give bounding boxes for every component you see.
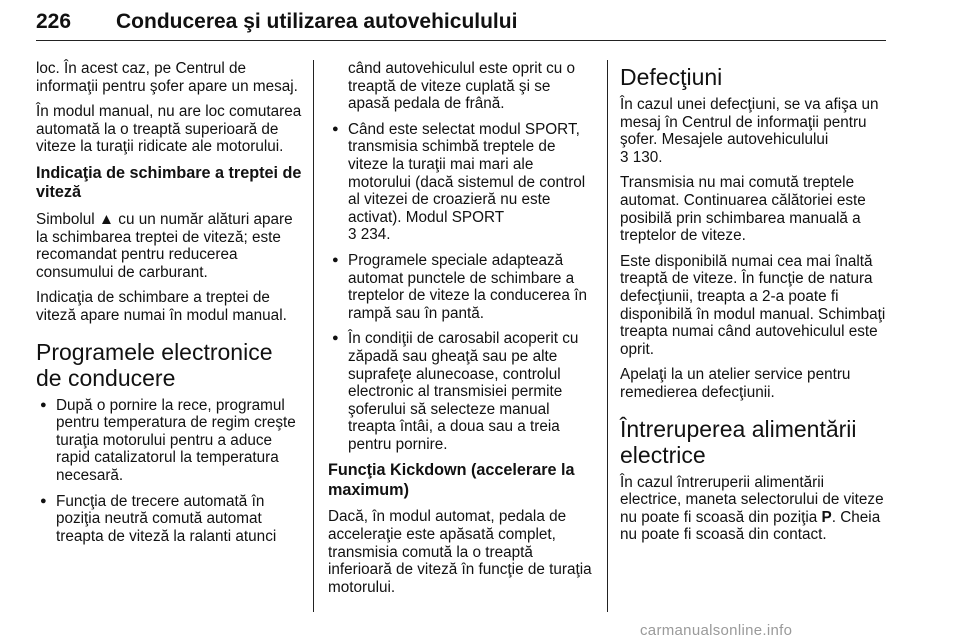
section-heading-driving-programs: Programele electronice de conducere: [36, 338, 273, 391]
paragraph: Transmisia nu mai comută treptele automat. Continuarea călătoriei este posibilă prin schimbarea manuală a treptelor de viteze.: [620, 174, 866, 245]
shift-up-arrow-icon: ▲: [98, 210, 115, 228]
paragraph: Apelaţi la un atelier service pentru remedierea defecţiunii.: [620, 366, 851, 401]
paragraph: Simbolul ▲ cu un număr alături apare la schimbarea treptei de viteză; este recomandat pentru reducerea consumului de carburant.: [36, 210, 293, 281]
paragraph: Dacă, în modul automat, pedala de acceleraţie este apăsată complet, transmisia comută la o treaptă inferioară de viteză în funcţie de turaţia motorului.: [328, 508, 592, 596]
section-heading-kickdown: Funcţia Kickdown (accelerare la maximum): [328, 461, 575, 499]
paragraph: În cazul unei defecţiuni, se va afişa un mesaj în Centrul de informaţii pentru şofer. Mesajele autovehiculului 3 130.: [620, 96, 879, 166]
list-item: ● După o pornire la rece, programul pentru temperatura de regim creşte turaţia motorului pentru a aduce rapid catalizatorul la temperatura necesară.: [36, 397, 302, 485]
bullet-list: [36, 397, 302, 546]
column-right: [620, 60, 888, 552]
page-reference: 3 234.: [348, 226, 391, 244]
paragraph: În modul manual, nu are loc comutarea automată la o treaptă superioară de viteze la turaţii ridicate ale motorului.: [36, 103, 302, 156]
page-title: Conducerea şi utilizarea autovehiculului: [116, 10, 518, 33]
bullet-list: [328, 60, 596, 453]
page-reference: 3 130.: [620, 148, 663, 166]
paragraph: Este disponibilă numai cea mai înaltă treaptă de viteze. În funcţie de natura defecţiunii, treapta a 2-a poate fi disponibilă în modul manual. Schimbaţi treapta numai când autovehiculul este oprit.: [620, 252, 886, 358]
list-item-continued: când autovehiculul este oprit cu o treaptă de viteze cuplată şi se apasă pedala de frână.: [348, 60, 576, 113]
section-heading-power-interruption: Întreruperea alimentării electrice: [620, 415, 857, 468]
paragraph: loc. În acest caz, pe Centrul de informaţii pentru şofer apare un mesaj.: [36, 60, 298, 95]
page-number: 226: [36, 10, 72, 33]
column-left: [36, 60, 302, 553]
paragraph: Indicaţia de schimbare a treptei de viteză apare numai în modul manual.: [36, 289, 287, 324]
watermark: carmanualsonline.info: [640, 622, 793, 639]
list-item: ● Programele speciale adaptează automat punctele de schimbare a treptelor de viteze la conducerea în rampă sau în pantă.: [328, 252, 596, 322]
column-middle: [328, 60, 596, 604]
column-divider: [313, 60, 314, 612]
column-divider: [607, 60, 608, 612]
list-item: ● Când este selectat modul SPORT, transmisia schimbă treptele de viteze la turaţii mai mari ale motorului (dacă sistemul de control al vitezei de croazieră nu este activat). Modul SPORT 3 234.: [328, 121, 596, 244]
section-heading-shift-indication: Indicaţia de schimbare a treptei de viteză: [36, 163, 302, 202]
gear-position-p: P: [821, 508, 832, 526]
list-item: ● Funcţia de trecere automată în poziţia neutră comută automat treapta de viteză la ralanti atunci: [36, 493, 302, 546]
page-header: [36, 4, 886, 41]
list-item: ● În condiţii de carosabil acoperit cu zăpadă sau gheaţă sau pe alte suprafeţe alunecoase, controlul electronic al transmisiei permite şoferului să selecteze manual treapta întâi, a doua sau a treia pentru pornire.: [328, 330, 596, 453]
section-heading-faults: Defecţiuni: [620, 64, 723, 90]
paragraph: În cazul întreruperii alimentării electrice, maneta selectorului de viteze nu poate fi scoasă din poziţia P. Cheia nu poate fi scoasă din contact.: [620, 473, 884, 544]
